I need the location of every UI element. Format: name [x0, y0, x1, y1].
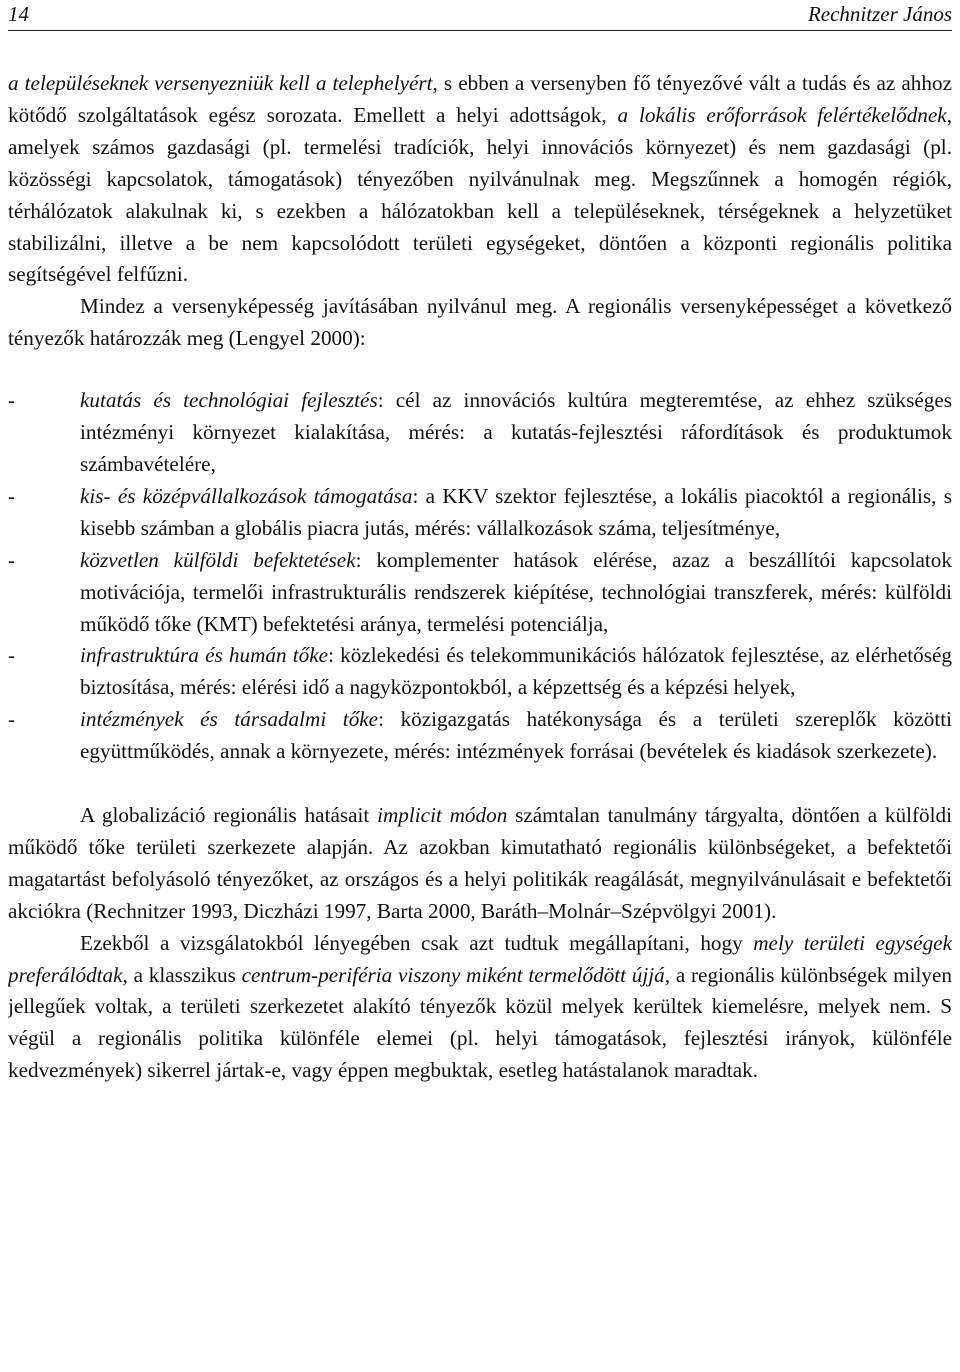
italic-phrase: a lokális erőforrások felértékelődnek [617, 102, 947, 127]
paragraph-1 [8, 68, 952, 291]
page-header [8, 0, 952, 31]
list-term: infrastruktúra és humán tőke [80, 643, 329, 668]
list-term: kis- és középvállalkozások támogatása [80, 483, 413, 508]
text-run: A globalizáció regionális hatásait [80, 803, 378, 828]
text-run: , a klasszikus [122, 962, 242, 987]
text-run: számtalan tanulmány tárgyalta, döntően a külföldi működő tőke területi szerkezete alapján. Az azokban kimutatható regionális különbségeket, a befektetői magatartást befolyásoló tényezőket, az országos és a helyi politikák reagálását, megnyilvánulásait e befektetői akciókra (Rechnitzer 1993, Diczházi 1997, Barta 2000, Baráth–Molnár–Szépvölgyi 2001). [8, 803, 952, 923]
list-item [8, 481, 952, 545]
list-term: közvetlen külföldi befektetések [80, 547, 356, 572]
italic-phrase: mely területi egységek preferálódtak [8, 930, 952, 987]
italic-phrase: centrum-periféria viszony miként termelődött újjá [241, 962, 665, 987]
list-term: intézmények és társadalmi tőke [80, 707, 379, 732]
list-dash: - [8, 388, 16, 413]
text-run: , s ebben a versenyben fő tényezővé vált a tudás és az ahhoz kötődő szolgáltatások egész sorozata. Emellett a helyi adottságok, [8, 71, 952, 127]
list-item [8, 640, 952, 704]
text-run: , amelyek számos gazdasági (pl. termelési tradíciók, helyi innovációs környezet) és nem gazdasági (pl. közösségi kapcsolatok, támogatások) tényezőben nyilvánulnak meg. Megszűnnek a homogén régiók, térhálózatok alakulnak ki, s ezekben a hálózatokban kell a településeknek, térségeknek a helyzetüket stabilizálni, illetve a be nem kapcsolódott területi egységeket, döntően a központi regionális politika segítségével felfűzni. [8, 102, 952, 287]
list-item [8, 704, 952, 768]
list-text: : cél az innovációs kultúra megteremtése, az ehhez szükséges intézményi környezet kialakítása, mérés: a kutatás-fejlesztési ráfordítások és produktumok számbavételére, [80, 388, 952, 476]
italic-phrase: a településeknek versenyezniük kell a telephelyért [8, 71, 433, 95]
document-body [8, 68, 952, 1087]
list-dash: - [8, 483, 16, 508]
paragraph-3 [8, 800, 952, 928]
page-number: 14 [8, 2, 29, 26]
running-head-author: Rechnitzer János [807, 2, 952, 26]
list-text: : közlekedési és telekommunikációs hálózatok fejlesztése, az elérhetőség biztosítása, mérés: elérési idő a nagyközpontokból, a képzettség és a képzési helyek, [80, 643, 952, 700]
list-dash: - [8, 643, 16, 668]
list-text: : a KKV szektor fejlesztése, a lokális piacoktól a regionális, s kisebb számban a globális piacra jutás, mérés: vállalkozások száma, teljesítménye, [80, 483, 952, 540]
list-text: : közigazgatás hatékonysága és a területi szereplők közötti együttműködés, annak a környezete, mérés: intézmények forrásai (bevételek és kiadások szerkezete). [80, 707, 952, 764]
document-page [8, 0, 952, 1372]
list-item [8, 385, 952, 481]
list-dash: - [8, 547, 16, 572]
text-run: Ezekből a vizsgálatokból lényegében csak azt tudtuk megállapítani, hogy [80, 930, 754, 955]
factor-list [8, 385, 952, 768]
list-item [8, 545, 952, 641]
text-run: Mindez a versenyképesség javításában nyilvánul meg. A regionális versenyképességet a következő tényezők határozzák meg (Lengyel 2000): [8, 294, 952, 351]
list-term: kutatás és technológiai fejlesztés [80, 388, 378, 413]
paragraph-4 [8, 928, 952, 1088]
list-text: : komplementer hatások elérése, azaz a beszállítói kapcsolatok motivációja, termelői infrastrukturális rendszerek kiépítése, technológiai transzferek, mérés: külföldi működő tőke (KMT) befektetési aránya, termelési potenciálja, [80, 547, 952, 636]
paragraph-2 [8, 291, 952, 355]
list-dash: - [8, 707, 16, 732]
text-run: , a regionális különbségek milyen jellegűek voltak, a területi szerkezetet alakító tényezők közül melyek kerültek kiemelésre, melyek nem. S végül a regionális politika különféle elemei (pl. helyi támogatások, fejlesztési irányok, különféle kedvezmények) sikerrel jártak-e, vagy éppen megbuktak, esetleg hatástalanok maradtak. [8, 962, 952, 1083]
italic-phrase: implicit módon [377, 803, 508, 828]
